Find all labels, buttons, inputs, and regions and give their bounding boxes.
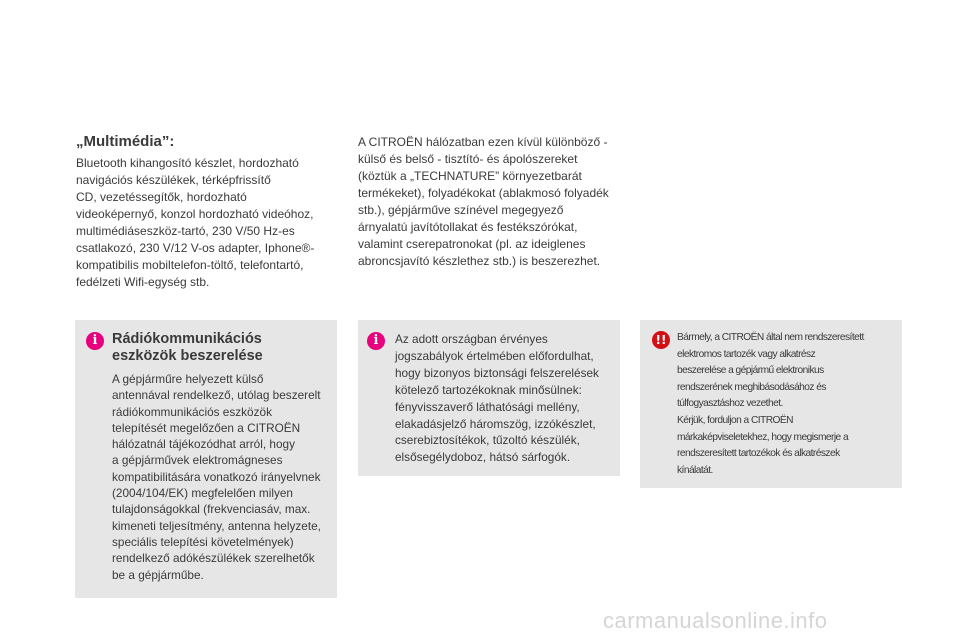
country-box-text: Az adott országban érvényes jogszabályok értelmében előfordulhat, hogy bizonyos biztonsági felszerelések kötelező tartozékoknak minősülnek: fényvisszaverő láthatósági mellény, elakadásjelző háromszög, izzókészlet, cserebiztosítékok, tűzoltó készülék, elsősegélydoboz, hátsó sárfogók.: [395, 332, 599, 465]
multimedia-paragraph: Bluetooth kihangosító készlet, hordozható navigációs készülékek, térképfrissítő CD, vezetéssegítők, hordozható videoképernyő, konzol hordozható videóhoz, multimédiáseszköz-tartó, 230 V/50 Hz-es csatlakozó, 230 V/12 V-os adapter, Iphone®- kompatibilis mobiltelefon-töltő, telefontartó, fedélzeti Wifi-egység stb.: [76, 156, 315, 289]
warning-box: [640, 320, 902, 488]
multimedia-heading: „Multimédia”:: [76, 133, 175, 150]
country-regulations-box: [358, 320, 620, 476]
info-icon: i: [86, 332, 104, 350]
warning-icon: !!: [652, 331, 670, 349]
warning-box-text: Bármely, a CITROËN által nem rendszeresített elektromos tartozék vagy alkatrész beszerelése a gépjármű elektronikus rendszerének meghibásodásához és túlfogyasztáshoz vezethet. Kérjük, forduljon a CITROËN márkaképviseletekhez, hogy megismerje a rendszeresített tartozékok és alkatrészek kínálatát.: [677, 332, 864, 476]
radio-box-text: A gépjárműre helyezett külső antennával rendelkező, utólag beszerelt rádiókommunikációs eszközök telepítését megelőzően a CITROËN hálózatnál tájékozódhat arról, hogy a gépjárművek elektromágneses kompatibilitására vonatkozó irányelvnek (2004/104/EK) megfelelően milyen tulajdonságokkal (frekvenciasáv, max. kimeneti teljesítmény, antenna helyzete, speciális telepítési követelmények) rendelkező adókészülékek szerelhetők be a gépjárműbe.: [112, 372, 321, 582]
radio-installation-box: [75, 320, 337, 598]
network-paragraph: A CITROËN hálózatban ezen kívül különböző - külső és belső - tisztító- és ápolószereket (köztük a „TECHNATURE” környezetbarát termékeket), folyadékokat (ablakmosó folyadék stb.), gépjárműve színével megegyező árnyalatú javítótollakat és festékszórókat, valamint cserepatronokat (pl. az ideiglenes abroncsjavító készlethez stb.) is beszerezhet.: [358, 135, 609, 268]
info-icon: i: [367, 332, 385, 350]
watermark: carmanualsonline.info: [603, 608, 828, 633]
radio-box-title: Rádiókommunikációs eszközök beszerelése: [112, 331, 263, 364]
